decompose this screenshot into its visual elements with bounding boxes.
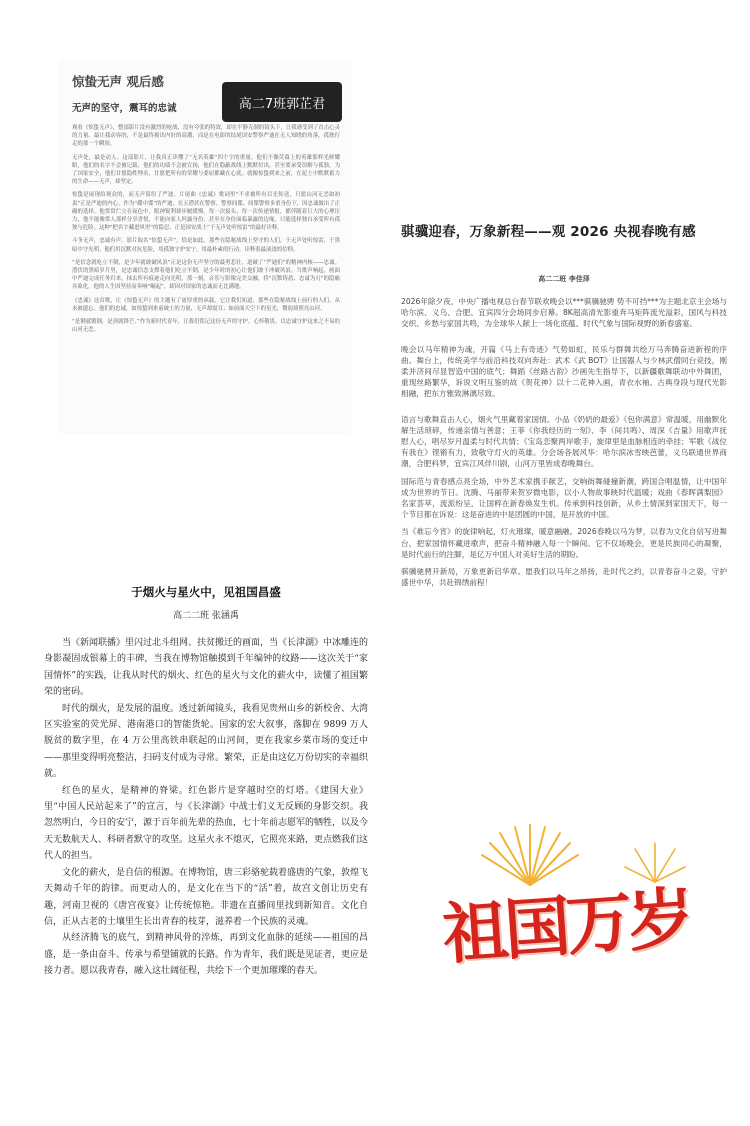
essay-paragraph: 时代的烟火，是发展的温度。透过新闻镜头，我看见贵州山乡的新校舍、大湾区实验室的荧光屏、港南港口的智能货轮。国家的宏大叙事，落脚在 9899 万人脱贫的数字里，在 4 万公里高铁串联起的山河间，更在我家乡菜市场的变迁中——那里变得明亮整洁，扫码支付成为寻常。繁荣，正是由这亿万份切实的幸福织就。 bbox=[44, 703, 369, 780]
essay-paragraph: 2026年除夕夜，中央广播电视总台春节联欢晚会以***骐骥驰骋 势不可挡***为主题北京主会场与哈尔滨、义乌、合肥、宜宾四分会场同步启幕。8K超高清光影重奔马矩阵流光溢彩，国风与科技交织、乡愁与家国共鸣，为全球华人献上一场化底蕴、时代气象与国际视野的新春盛宴。 bbox=[401, 297, 727, 329]
essay-paragraph: 红色的星火，是精神的脊梁。红色影片是穿越时空的灯塔。《建国大业》里“中国人民站起来了”的宣言，与《长津湖》中战士们义无反顾的身影交织。我忽然明白，今日的安宁，源于百年前先辈的热血，七十年前志愿军的牺牲，以及今天无数航天人、科研者默守的攻坚。这星火永不熄灭，它照亮来路，更点燃我们这代人的担当。 bbox=[44, 785, 369, 862]
essay-subtitle: 无声的坚守，震耳的忠诚 bbox=[72, 103, 177, 114]
essay-author: 高二二班 李佳泽 bbox=[538, 275, 590, 283]
essay-paragraph: 当《难忘今宵》的旋律响起，灯火璀璨，暖意融融。2026春晚以马为梦，以春为文化自信写进舞台，把家国情怀藏进歌声，把奋斗精神融入每一个瞬间。它不仅场晚会，更是民族同心的凝聚，是时代前行的注脚，是亿万中国人对美好生活的期盼。 bbox=[401, 527, 727, 559]
essay-title: 于烟火与星火中，见祖国昌盛 bbox=[131, 585, 281, 599]
essay-paragraph: 骐骥驰骋开新局，万象更新启华章。愿我们以马年之昂扬，赴时代之约，以青春奋斗之姿，守护盛世中华，共赴锦绣前程！ bbox=[401, 567, 727, 588]
essay-paragraph: 从经济腾飞的底气，到精神风骨的淬炼，再到文化血脉的延续——祖国的昌盛，是一条由奋斗、传承与希望铺就的长路。作为青年，我们既是见证者，更应是接力者。愿以我青春，融入这壮阔征程，共绘下一个更加璀璨的春天。 bbox=[44, 933, 369, 977]
essay-paragraph: “是钢就锻钢，是剑就锋芒。”作为新时代青年，让我们铭记这份无声的守护，心怀敬畏，以忠诚守护这来之不易的山河无恙。 bbox=[72, 319, 340, 334]
essay-paragraph: 观看《惊蛰无声》，整部影片没有激烈的枪战，没有夸张的特效，却在平静克制的镜头下，让我感受到了直击心灵的力量。最让我动容的，不是最终揭出内奸的高潮，而是在电影的结尾国安警察严迪在无人知晓的角落，孤独行走的那一个瞬间。 bbox=[72, 125, 340, 148]
essay-author: 高二二班 张涵禹 bbox=[173, 611, 239, 621]
slogan-text: 祖国万岁 bbox=[439, 878, 693, 974]
essay-panel-spring-gala bbox=[393, 220, 733, 660]
essay-title: 惊蛰无声 观后感 bbox=[72, 74, 164, 89]
essay-paragraph: 晚会以马年精神为魂，开篇《马上有奇迹》气势如虹，民乐与群舞共绘万马奔腾奋进新程的序曲。舞台上，传统美学与前沿科技双向奔赴：武术《武 BOT》让国器人与少林武僧同台竞技，刚柔并济间尽显智造中国的底气；舞蹈《丝路古韵》沙画先生指导下，以新疆歌舞联动中外舞团，重现丝路繁华，诉说文明互鉴的故《贺花神》以十二花神入画，青衣水袖、古典身段与现代光影相融，把东方雅致淋漓尽致。 bbox=[401, 344, 727, 399]
essay-paragraph: 斗争无声，忠诚有声。影片取名“惊蛰无声”，恰是如此。那些在隐秘战线上坚守的人们，于无声处听惊雷，于黑暗中守光明。他们用沉默对抗危险，用孤独守护安宁，用最朴素的行动，诠释着最滚烫的信仰。 bbox=[72, 238, 340, 253]
essay-title: 骐骥迎春，万象新程——观 2026 央视春晚有感 bbox=[401, 224, 696, 240]
essay-paragraph: 《忠诚》这首歌，让《惊蛰无声》的主题有了更厚重的承载。它让我们知道，那些在隐秘战线上前行的人们，从未被遗忘。他们的忠诚，如惊蛰到来前破土的力量，无声却震耳；如前面天空下的星光，微弱却照亮山河。 bbox=[72, 297, 340, 312]
essay-paragraph: 国际范与青春感点亮全场，中外艺术家携手献艺，交响街舞碰撞新潮，跨国合唱温情，让中国年成为世界的节日。沈腾、马丽带来贺岁微电影，以小人物故事映时代温暖；戏曲《春晖满梨园》名家荟萃，流派纷呈，让国粹在新春焕发生机。传承到科技创新，从乡土情深到家国天下，每一个节目都在诉说：这是奋进的中是团圆的中国，是开放的中国。 bbox=[401, 476, 727, 520]
author-tag: 高二7班郭芷君 bbox=[222, 82, 342, 122]
slogan-graphic bbox=[400, 815, 730, 995]
essay-paragraph: 语言与歌舞直击人心，烟火气里藏着家国情。小品《奶奶的最爱》《包你满意》常温暖，用幽默化解生活琐碎，传递亲情与善意；王菲《你我经历的一刻》、李（间共鸣）、周深《吉量》用歌声抚慰人心，唱尽岁月温柔与时代共情；《宝岛恋聚两岸歌手，旋律里是血脉相连的牵挂；军歌《战位有我在》铿锵有力，致敬守灯火的英雄。分会场各展风华：哈尔滨冰雪映芭蕾，义乌联通世界商潮，合肥科梦，宜宾江风伴川剧，山河万里皆成春晚舞台。 bbox=[401, 414, 727, 469]
essay-panel-motherland bbox=[40, 578, 372, 1028]
essay-paragraph: 文化的薪火，是自信的根源。在博物馆，唐三彩骆驼载着盛唐的气象，敦煌飞天舞动千年的韵律。而更动人的，是文化在当下的“活”着，故宫文创让历史有趣，河南卫视的《唐宫夜宴》让传统惊艳。非遗在直播间里找到新知音。文化自信，正从古老的土壤里生长出青春的枝芽，滋养着一个民族的灵魂。 bbox=[44, 867, 369, 927]
essay-paragraph: 当《新闻联播》里闪过北斗组网、扶贫搬迁的画面，当《长津湖》中冰雕连的身影凝固成银幕上的丰碑，当我在博物馆触摸到千年编钟的纹路——这次关于“家国情怀”的实践，让我从时代的烟火、红色的星火与文化的薪火中，读懂了祖国繁荣的密码。 bbox=[44, 638, 369, 698]
essay-paragraph: 惊蛰是展现给观众的，而无声留给了严迪。片尾曲《忠诚》歌词里“不求被所有目光传送，只愿山河无恙如初衷”正是严迪的内心。作为“碟中谍”的严迪，在五潜伏在警察、警察间谍、间谍警察多重身份下，因忠诚做出了正确的选择，他常常伫立在夜色中，眼神锐利却步履缓慢，每一次接头、每一次传递情报，都伴随着巨大的心理压力，他不能像常人那样分享喜悦，不能向家人坦露身份，甚至在身份面临暴露的边缘，只能选择独自承受所有孤独与危险。这种“把名字藏进风里”的隐忍，正是国安战士“于无声处听惊雷”的最好诠释。 bbox=[72, 192, 340, 232]
essay-paragraph: “是信念就吃立不倒，是少年就敢破风浪”正是这份无声坚守的最勇悲壮，道破了“严迪们”的精神内核——忠诚。潜伏的黑暗岁月里，是忠诚信念支撑着他们吃立不倒，是少年时的初心让他们敢于冲破风浪。当歌声响起，画面中严迪完成任务归来，抹去所有痕迹走向光明，那一刻，音乐与影像完美交融，将“沉默铸盾、忠诚为刃”的隐喻具象化，他的人生因坚持而奏响“崛起”，却因对国家的忠诚而无比满地。 bbox=[72, 259, 340, 291]
essay-paragraph: 无声处，最是动人。这部影片，让我真正读懂了“无名英雄”四个字的重量。他们不像荧幕上的英雄那样光鲜耀眼，他们的名字不会被记载，他们的功绩不会被宣扬，他们在隐蔽战线上默默付出，甚至要承受误解与孤独。为了国家安全，他们甘愿隐姓埋名，甘愿把所有的荣耀与委屈都藏在心底。就像惊蛰到来之前，在泥土中默默蓄力的生命——无声，却坚定。 bbox=[72, 154, 340, 186]
